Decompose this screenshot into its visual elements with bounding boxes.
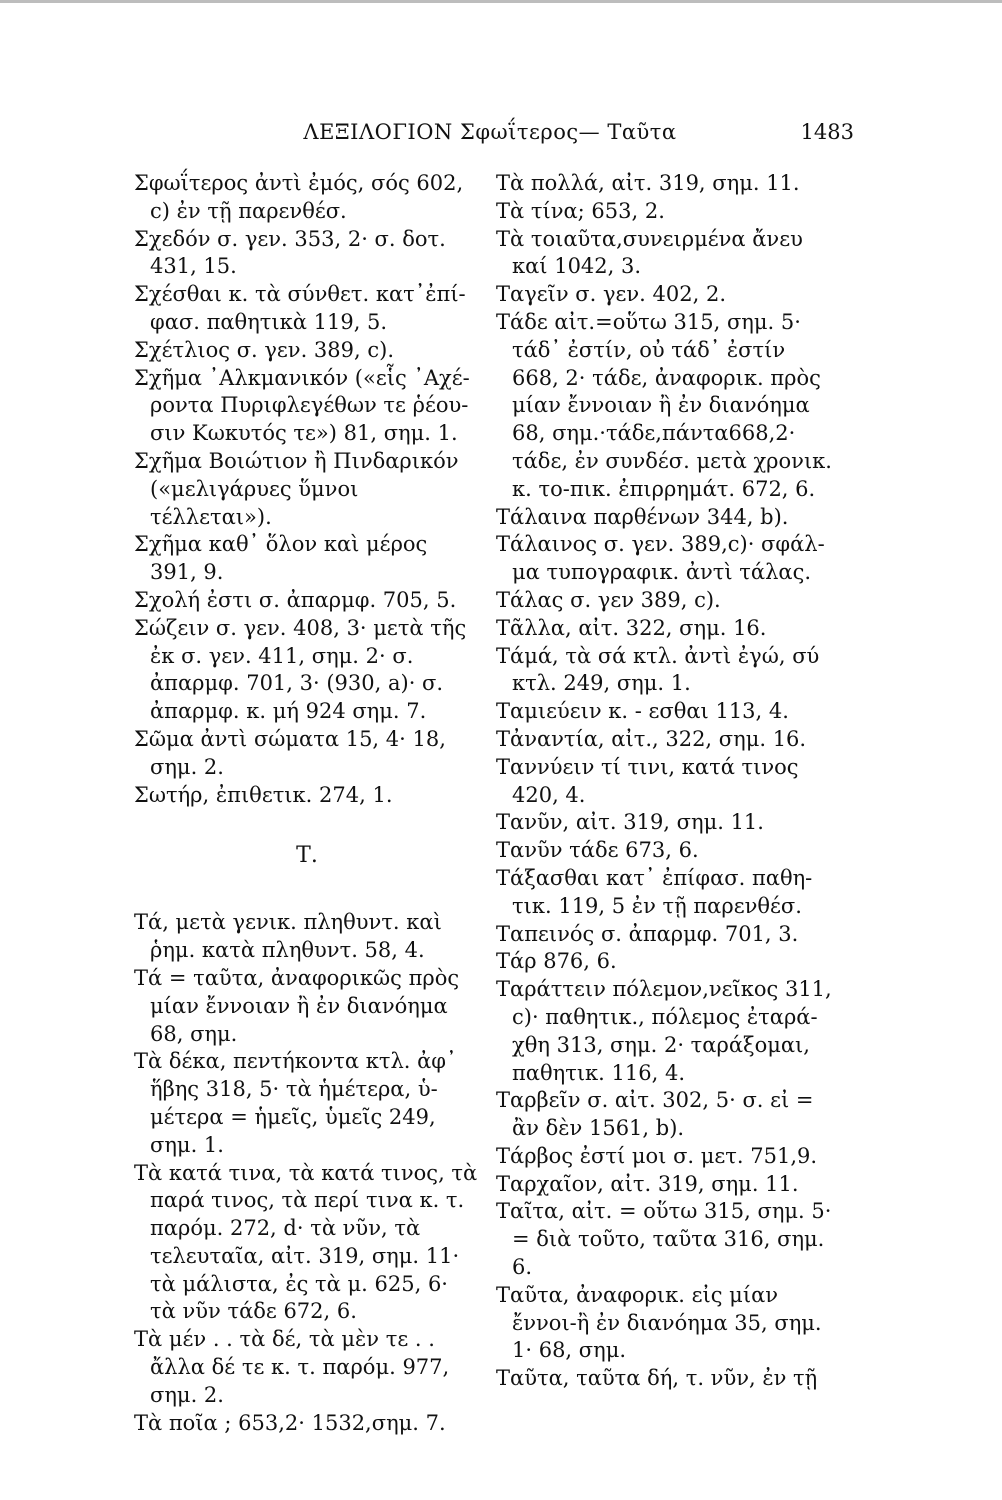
page-top-rule [0,0,1002,3]
lexicon-entry: Ταῦτα, ἀναφορικ. εἰς μίαν ἔννοι-ἢ ἐν διανόημα 35, σημ. 1· 68, σημ. [496,1282,822,1363]
lexicon-entry: Ταννύειν τί τινι, κατά τινος 420, 4. [496,754,799,807]
left-column [134,170,480,1437]
lexicon-entry: Τανῦν τάδε 673, 6. [496,838,699,863]
lexicon-entry: Ταράττειν πόλεμον,νεῖκος 311, c)· παθητικ., πόλεμος ἐταρά-χθη 313, σημ. 2· ταράξομαι, παθητικ. 116, 4. [496,977,832,1085]
lexicon-entry: Τὰ κατά τινα, τὰ κατά τινος, τὰ παρά τινος, τὰ περί τινα κ. τ. παρόμ. 272, d· τὰ νῦν, τὰ τελευταῖα, αἰτ. 319, σημ. 11· τὰ μάλιστα, ἐς τὰ μ. 625, 6· τὰ νῦν τάδε 672, 6. [134,1160,478,1324]
lexicon-entry: Τάλαινος σ. γεν. 389,c)· σφάλ-μα τυπογραφικ. ἀντὶ τάλας. [496,532,825,585]
lexicon-entry: Τὰ ποῖα ; 653,2· 1532,σημ. 7. [134,1410,446,1435]
lexicon-entry: Σχεδόν σ. γεν. 353, 2· σ. δοτ. 431, 15. [134,226,446,279]
lexicon-entry: Τάξασθαι κατ᾿ ἐπίφασ. παθη-τικ. 119, 5 ἐν τῇ παρενθέσ. [496,865,813,918]
lexicon-entry: Τανῦν, αἰτ. 319, σημ. 11. [496,810,764,835]
page-number: 1483 [800,120,854,144]
lexicon-entry: Τάμά, τὰ σά κτλ. ἀντὶ ἐγώ, σύ κτλ. 249, σημ. 1. [496,643,820,696]
lexicon-entry: Ταμιεύειν κ. - εσθαι 113, 4. [496,699,789,724]
lexicon-entry: Τὰ τίνα; 653, 2. [496,198,665,223]
lexicon-entry: Σχῆμα Βοιώτιον ἢ Πινδαρικόν («μελιγάρυες ὕμνοι τέλλεται»). [134,448,459,529]
lexicon-entry: Τάρ 876, 6. [496,949,617,974]
lexicon-entry: Τὰ μέν . . τὰ δέ, τὰ μὲν τε . . ἄλλα δέ τε κ. τ. παρόμ. 977, σημ. 2. [134,1327,450,1407]
lexicon-entry: Σχέσθαι κ. τὰ σύνθετ. κατ᾿ἐπί-φασ. παθητικὰ 119, 5. [134,282,466,334]
right-column [496,170,838,1393]
lexicon-entry: Τὰ τοιαῦτα,συνειρμένα ἄνευ καί 1042, 3. [496,226,803,279]
lexicon-entry: Τά = ταῦτα, ἀναφορικῶς πρὸς μίαν ἔννοιαν ἢ ἐν διανόημα 68, σημ. [134,965,460,1046]
lexicon-entry: Ταγεῖν σ. γεν. 402, 2. [496,282,726,307]
lexicon-entry: Τὰ δέκα, πεντήκοντα κτλ. ἀφ᾿ ἥβης 318, 5· τὰ ἡμέτερα, ὑ-μέτερα = ἡμεῖς, ὑμεῖς 249, σημ. 1. [134,1049,457,1157]
lexicon-entry: Σχῆμα ᾿Αλκμανικόν («εἷς ᾿Αχέ-ροντα Πυριφλεγέθων τε ῥέου-σιν Κωκυτός τε») 81, σημ. 1. [134,365,470,446]
lexicon-entry: Τὰ πολλά, αἰτ. 319, σημ. 11. [496,171,800,195]
lexicon-entry: Ταῦτα, ταῦτα δή, τ. νῦν, ἐν τῇ [496,1366,818,1391]
page-header [0,120,1002,160]
lexicon-entry: Τάδε αἰτ.=οὕτω 315, σημ. 5· τάδ᾿ ἐστίν, οὐ τάδ᾿ ἐστίν 668, 2· τάδε, ἀναφορικ. πρὸς μίαν ἔννοιαν ἢ ἐν διανόημα 68, σημ.·τάδε,πάντα668,2· τάδε, ἐν συνδέσ. μετὰ χρονικ. κ. το-πικ. ἐπιρρημάτ. 672, 6. [496,309,832,501]
lexicon-entry: Ταῖτα, αἰτ. = οὕτω 315, σημ. 5· = διὰ τοῦτο, ταῦτα 316, σημ. 6. [496,1199,832,1280]
lexicon-entry: Τᾶλλα, αἰτ. 322, σημ. 16. [496,615,767,640]
lexicon-entry: Ταρβεῖν σ. αἰτ. 302, 5· σ. εἰ = ἂν δὲν 1561, b). [496,1088,814,1141]
lexicon-entry: Σωτήρ, ἐπιθετικ. 274, 1. [134,782,393,807]
lexicon-entry: Σῶμα ἀντὶ σώματα 15, 4· 18, σημ. 2. [134,726,446,779]
running-head: ΛΕΞΙΛΟΓΙΟΝ Σφωΐτερος— Ταῦτα [303,120,677,144]
lexicon-entry: Σχέτλιος σ. γεν. 389, c). [134,337,394,362]
section-letter-heading: Τ. [296,843,318,869]
lexicon-entry: Τάλαινα παρθένων 344, b). [496,504,789,529]
lexicon-entry: Ταρχαῖον, αἰτ. 319, σημ. 11. [496,1171,799,1196]
lexicon-entry: Τάρβος ἐστί μοι σ. μετ. 751,9. [496,1143,818,1168]
lexicon-entry: Τἀναντία, αἰτ., 322, σημ. 16. [496,726,807,751]
lexicon-entry: Σώζειν σ. γεν. 408, 3· μετὰ τῆς ἐκ σ. γεν. 411, σημ. 2· σ. ἀπαρμφ. 701, 3· (930, a)· σ. ἀπαρμφ. κ. μή 924 σημ. 7. [134,615,467,724]
lexicon-entry: Τά, μετὰ γενικ. πληθυντ. καὶ ῥημ. κατὰ πληθυντ. 58, 4. [134,910,442,963]
lexicon-entry: Ταπεινός σ. ἀπαρμφ. 701, 3. [496,921,799,946]
lexicon-entry: Σχῆμα καθ᾿ ὅλον καὶ μέρος 391, 9. [134,532,428,585]
lexicon-entry: Τάλας σ. γεν 389, c). [496,587,721,612]
lexicon-entry: Σφωΐτερος ἀντὶ ἐμός, σός 602, c) ἐν τῇ παρενθέσ. [134,171,464,223]
lexicon-entry: Σχολή ἐστι σ. ἀπαρμφ. 705, 5. [134,587,457,612]
